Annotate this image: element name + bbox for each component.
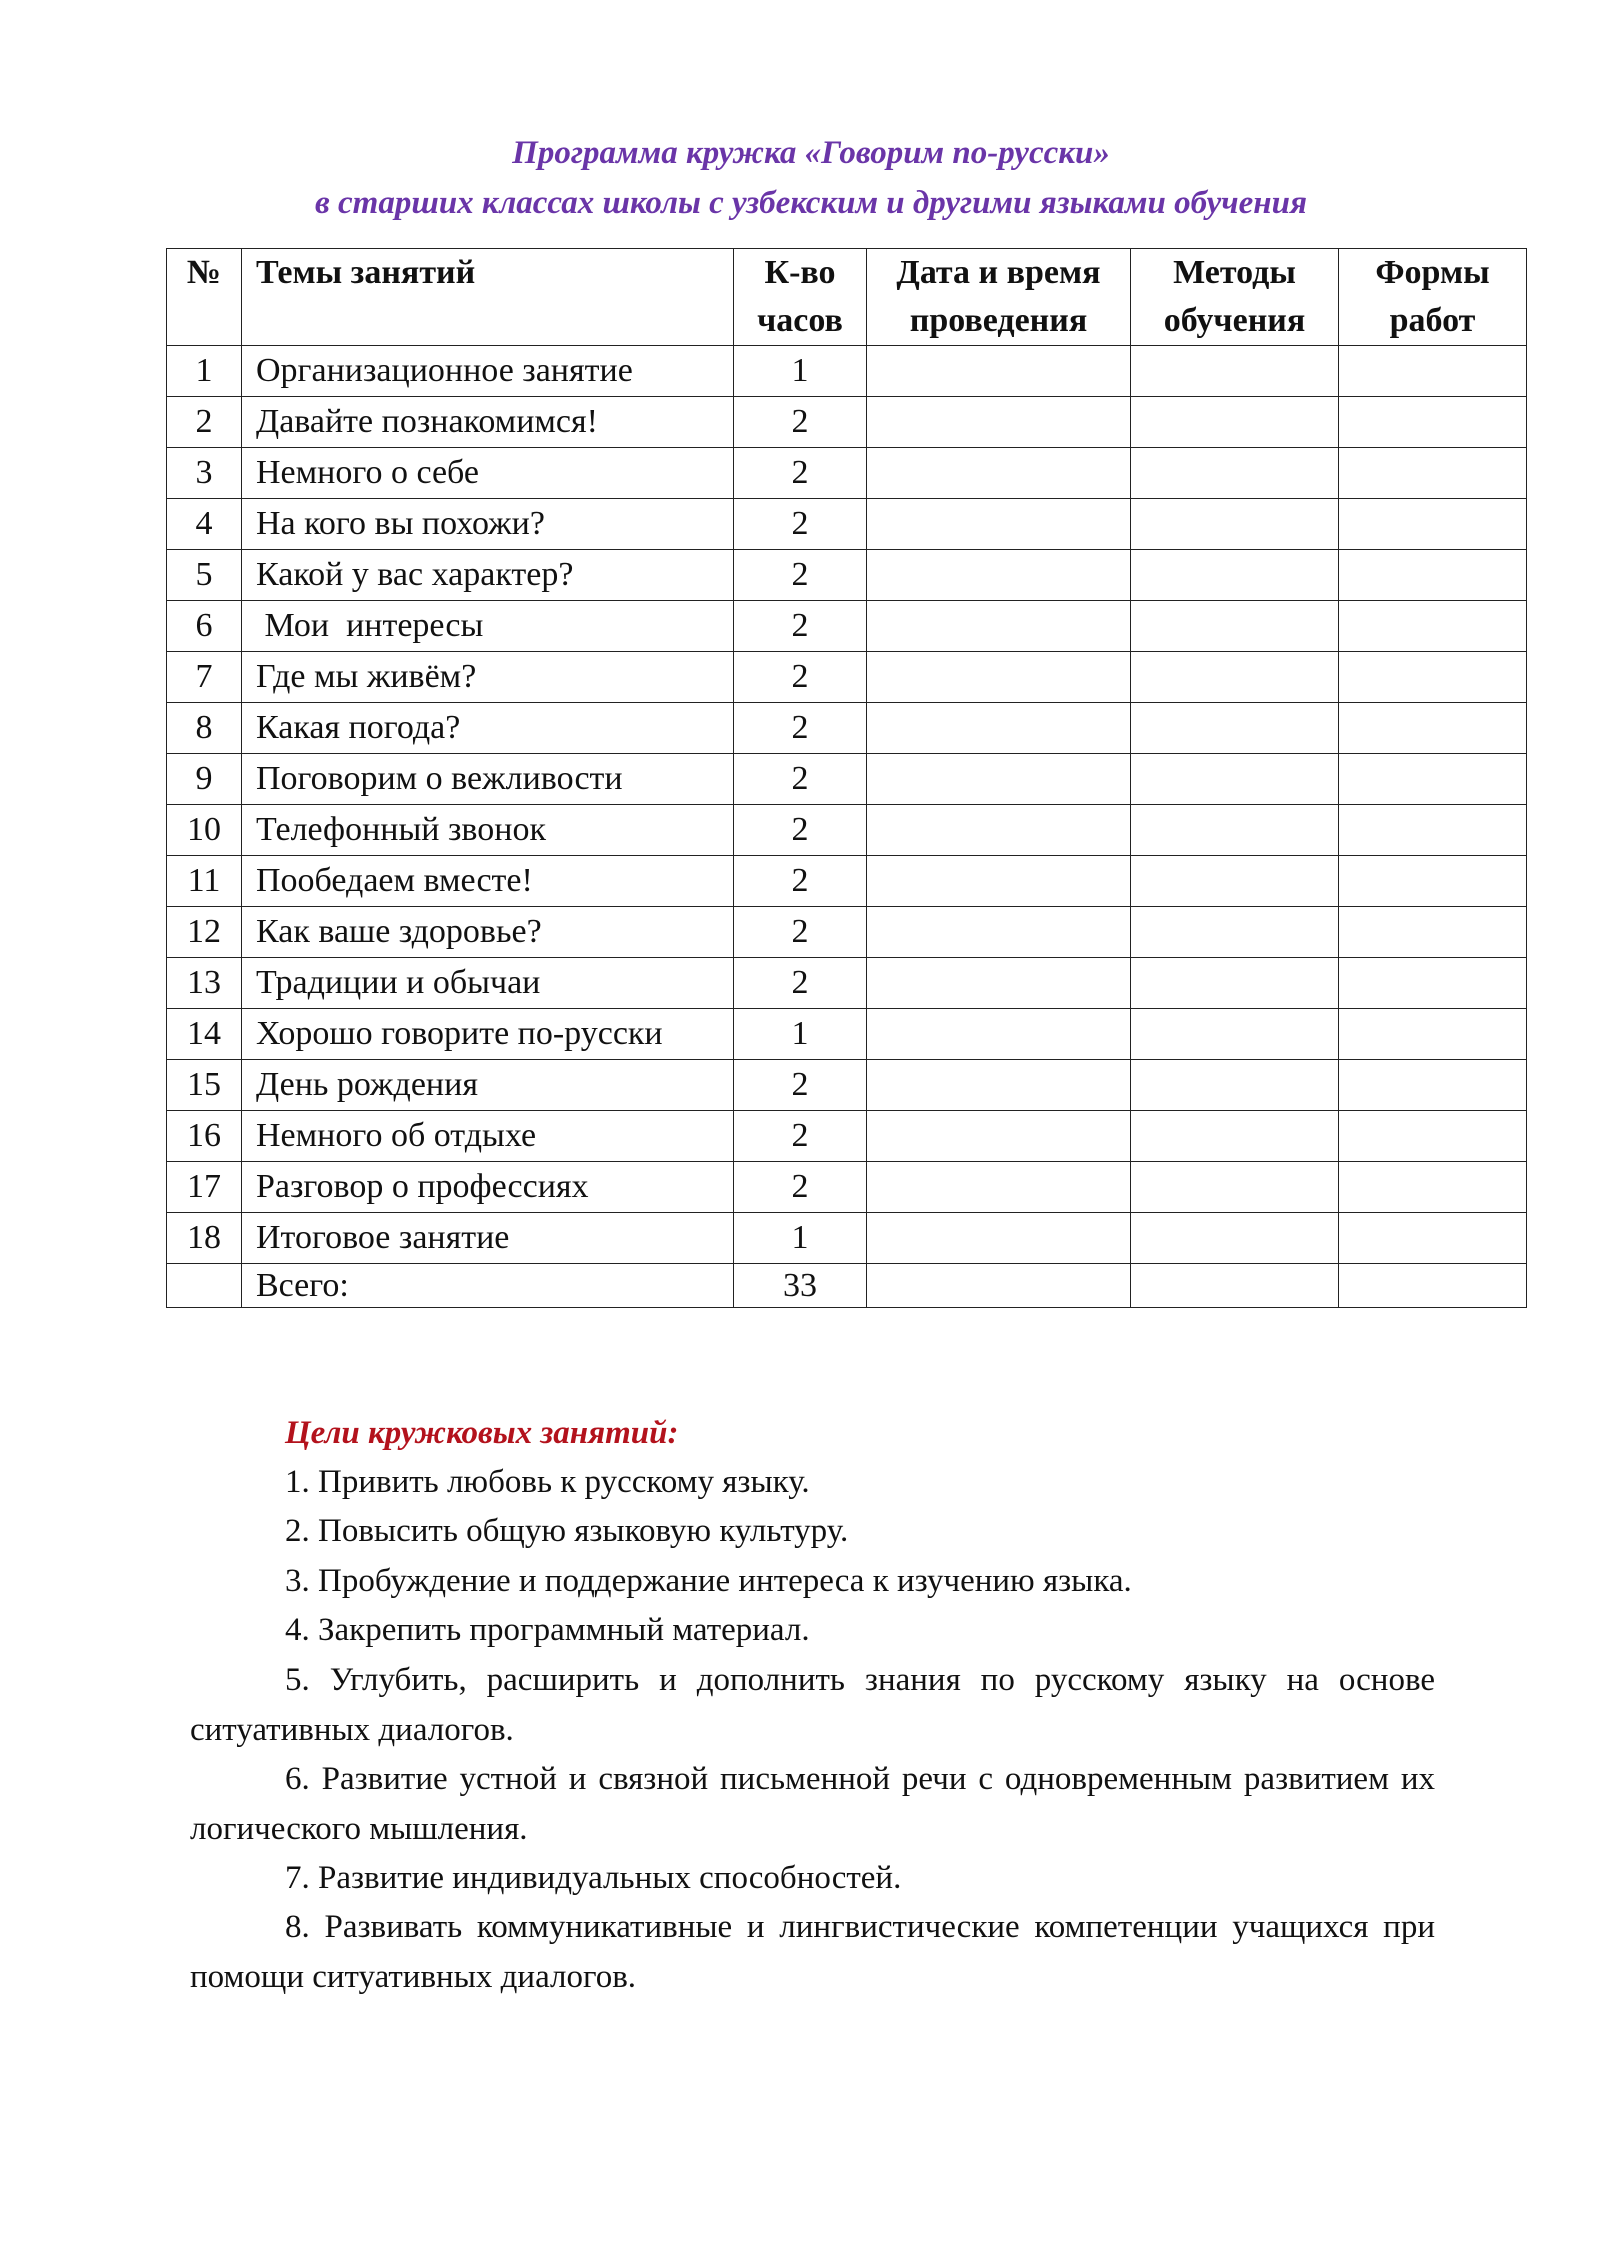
- goal-item-7: 7. Развитие индивидуальных способностей.: [285, 1860, 902, 1896]
- row-methods-cell: [1131, 907, 1339, 958]
- row-methods-cell: [1131, 805, 1339, 856]
- table-row: [167, 958, 1527, 1009]
- header-forms: Формы работ: [1339, 249, 1527, 346]
- row-hours-cell: 2: [734, 958, 867, 1009]
- row-methods-cell: [1131, 1162, 1339, 1213]
- row-num-cell: 17: [167, 1162, 242, 1213]
- row-num-cell: 11: [167, 856, 242, 907]
- row-num-cell: 18: [167, 1213, 242, 1264]
- header-topic: Темы занятий: [242, 249, 734, 346]
- row-methods-cell: [1131, 856, 1339, 907]
- row-hours-cell: 2: [734, 499, 867, 550]
- table-row: [167, 1111, 1527, 1162]
- header-date: Дата и время проведения: [867, 249, 1131, 346]
- table-row: [167, 1162, 1527, 1213]
- document-title-line1: Программа кружка «Говорим по-русски»: [512, 135, 1110, 171]
- row-forms-cell: [1339, 1060, 1527, 1111]
- row-date-cell: [867, 1162, 1131, 1213]
- table-row: [167, 856, 1527, 907]
- row-hours-cell: 1: [734, 1009, 867, 1060]
- row-hours-cell: 2: [734, 1060, 867, 1111]
- row-topic-cell: Хорошо говорите по-русски: [242, 1009, 734, 1060]
- row-methods-cell: [1131, 448, 1339, 499]
- row-hours-cell: 1: [734, 1213, 867, 1264]
- total-methods-cell: [1131, 1264, 1339, 1308]
- row-methods-cell: [1131, 550, 1339, 601]
- row-hours-cell: 2: [734, 1162, 867, 1213]
- row-forms-cell: [1339, 601, 1527, 652]
- row-hours-cell: 2: [734, 397, 867, 448]
- row-hours-cell: 1: [734, 346, 867, 397]
- row-forms-cell: [1339, 907, 1527, 958]
- row-date-cell: [867, 907, 1131, 958]
- row-hours-cell: 2: [734, 550, 867, 601]
- row-methods-cell: [1131, 652, 1339, 703]
- table-row: [167, 601, 1527, 652]
- table-row: [167, 907, 1527, 958]
- row-methods-cell: [1131, 601, 1339, 652]
- row-topic-cell: Мои интересы: [242, 601, 734, 652]
- row-methods-cell: [1131, 703, 1339, 754]
- row-topic-cell: Немного об отдыхе: [242, 1111, 734, 1162]
- row-topic-cell: Телефонный звонок: [242, 805, 734, 856]
- row-methods-cell: [1131, 1009, 1339, 1060]
- row-date-cell: [867, 805, 1131, 856]
- row-hours-cell: 2: [734, 703, 867, 754]
- goal-item-8: 8. Развивать коммуникативные и лингвистические компетенции учащихся при помощи ситуативных диалогов.: [190, 1909, 1435, 1995]
- row-date-cell: [867, 499, 1131, 550]
- row-topic-cell: День рождения: [242, 1060, 734, 1111]
- row-forms-cell: [1339, 856, 1527, 907]
- goal-item-4: 4. Закрепить программный материал.: [285, 1612, 810, 1648]
- row-methods-cell: [1131, 958, 1339, 1009]
- row-hours-cell: 2: [734, 805, 867, 856]
- row-topic-cell: Разговор о профессиях: [242, 1162, 734, 1213]
- row-topic-cell: Поговорим о вежливости: [242, 754, 734, 805]
- row-date-cell: [867, 1213, 1131, 1264]
- header-methods: Методы обучения: [1131, 249, 1339, 346]
- table-row: [167, 1009, 1527, 1060]
- table-row: [167, 703, 1527, 754]
- goal-item-6: 6. Развитие устной и связной письменной речи с одновременным развитием их логического мышления.: [190, 1761, 1435, 1847]
- table-row: [167, 448, 1527, 499]
- header-hours: К-во часов: [734, 249, 867, 346]
- row-forms-cell: [1339, 1009, 1527, 1060]
- row-methods-cell: [1131, 1213, 1339, 1264]
- row-date-cell: [867, 1009, 1131, 1060]
- row-date-cell: [867, 652, 1131, 703]
- row-forms-cell: [1339, 703, 1527, 754]
- row-hours-cell: 2: [734, 601, 867, 652]
- total-hours-cell: 33: [734, 1264, 867, 1308]
- total-num-cell: [167, 1264, 242, 1308]
- table-row: [167, 397, 1527, 448]
- total-date-cell: [867, 1264, 1131, 1308]
- row-methods-cell: [1131, 397, 1339, 448]
- table-row: [167, 550, 1527, 601]
- row-num-cell: 13: [167, 958, 242, 1009]
- row-forms-cell: [1339, 397, 1527, 448]
- row-date-cell: [867, 1060, 1131, 1111]
- row-date-cell: [867, 448, 1131, 499]
- row-methods-cell: [1131, 1060, 1339, 1111]
- row-methods-cell: [1131, 754, 1339, 805]
- row-num-cell: 12: [167, 907, 242, 958]
- row-date-cell: [867, 550, 1131, 601]
- header-num: №: [167, 249, 242, 346]
- table-row: [167, 1060, 1527, 1111]
- table-row: [167, 754, 1527, 805]
- row-hours-cell: 2: [734, 1111, 867, 1162]
- row-methods-cell: [1131, 1111, 1339, 1162]
- total-forms-cell: [1339, 1264, 1527, 1308]
- row-num-cell: 10: [167, 805, 242, 856]
- table-row: [167, 1213, 1527, 1264]
- goal-item-3: 3. Пробуждение и поддержание интереса к изучению языка.: [285, 1563, 1132, 1599]
- row-forms-cell: [1339, 1213, 1527, 1264]
- row-num-cell: 5: [167, 550, 242, 601]
- row-num-cell: 3: [167, 448, 242, 499]
- row-forms-cell: [1339, 1162, 1527, 1213]
- row-date-cell: [867, 601, 1131, 652]
- table-row: [167, 499, 1527, 550]
- row-date-cell: [867, 856, 1131, 907]
- row-date-cell: [867, 958, 1131, 1009]
- row-methods-cell: [1131, 499, 1339, 550]
- row-hours-cell: 2: [734, 856, 867, 907]
- goal-item-5: 5. Углубить, расширить и дополнить знания по русскому языку на основе ситуативных диалогов.: [190, 1662, 1435, 1748]
- row-hours-cell: 2: [734, 448, 867, 499]
- row-forms-cell: [1339, 346, 1527, 397]
- row-topic-cell: Итоговое занятие: [242, 1213, 734, 1264]
- row-forms-cell: [1339, 550, 1527, 601]
- table-row: [167, 346, 1527, 397]
- row-num-cell: 8: [167, 703, 242, 754]
- row-forms-cell: [1339, 754, 1527, 805]
- row-num-cell: 15: [167, 1060, 242, 1111]
- row-hours-cell: 2: [734, 652, 867, 703]
- row-hours-cell: 2: [734, 907, 867, 958]
- row-num-cell: 7: [167, 652, 242, 703]
- row-topic-cell: Традиции и обычаи: [242, 958, 734, 1009]
- total-label-cell: Всего:: [242, 1264, 734, 1308]
- document-title-line2: в старших классах школы с узбекским и другими языками обучения: [315, 185, 1307, 221]
- row-topic-cell: Где мы живём?: [242, 652, 734, 703]
- row-num-cell: 9: [167, 754, 242, 805]
- row-topic-cell: Немного о себе: [242, 448, 734, 499]
- row-forms-cell: [1339, 652, 1527, 703]
- row-num-cell: 4: [167, 499, 242, 550]
- row-forms-cell: [1339, 448, 1527, 499]
- row-num-cell: 6: [167, 601, 242, 652]
- table-header-row: [167, 249, 1527, 346]
- row-methods-cell: [1131, 346, 1339, 397]
- goals-heading: Цели кружковых занятий:: [285, 1415, 679, 1451]
- row-num-cell: 2: [167, 397, 242, 448]
- row-topic-cell: Какой у вас характер?: [242, 550, 734, 601]
- row-num-cell: 16: [167, 1111, 242, 1162]
- row-hours-cell: 2: [734, 754, 867, 805]
- row-forms-cell: [1339, 499, 1527, 550]
- row-topic-cell: Пообедаем вместе!: [242, 856, 734, 907]
- program-table: [166, 248, 1527, 1308]
- row-forms-cell: [1339, 958, 1527, 1009]
- table-row: [167, 805, 1527, 856]
- row-date-cell: [867, 397, 1131, 448]
- table-total-row: [167, 1264, 1527, 1308]
- row-topic-cell: Какая погода?: [242, 703, 734, 754]
- row-date-cell: [867, 1111, 1131, 1162]
- goal-item-2: 2. Повысить общую языковую культуру.: [285, 1513, 849, 1549]
- row-topic-cell: Организационное занятие: [242, 346, 734, 397]
- row-topic-cell: Как ваше здоровье?: [242, 907, 734, 958]
- row-date-cell: [867, 346, 1131, 397]
- row-date-cell: [867, 703, 1131, 754]
- goal-item-1: 1. Привить любовь к русскому языку.: [285, 1464, 810, 1500]
- row-num-cell: 14: [167, 1009, 242, 1060]
- row-num-cell: 1: [167, 346, 242, 397]
- table-row: [167, 652, 1527, 703]
- row-forms-cell: [1339, 1111, 1527, 1162]
- row-topic-cell: Давайте познакомимся!: [242, 397, 734, 448]
- row-forms-cell: [1339, 805, 1527, 856]
- row-topic-cell: На кого вы похожи?: [242, 499, 734, 550]
- row-date-cell: [867, 754, 1131, 805]
- table-body: [167, 346, 1527, 1308]
